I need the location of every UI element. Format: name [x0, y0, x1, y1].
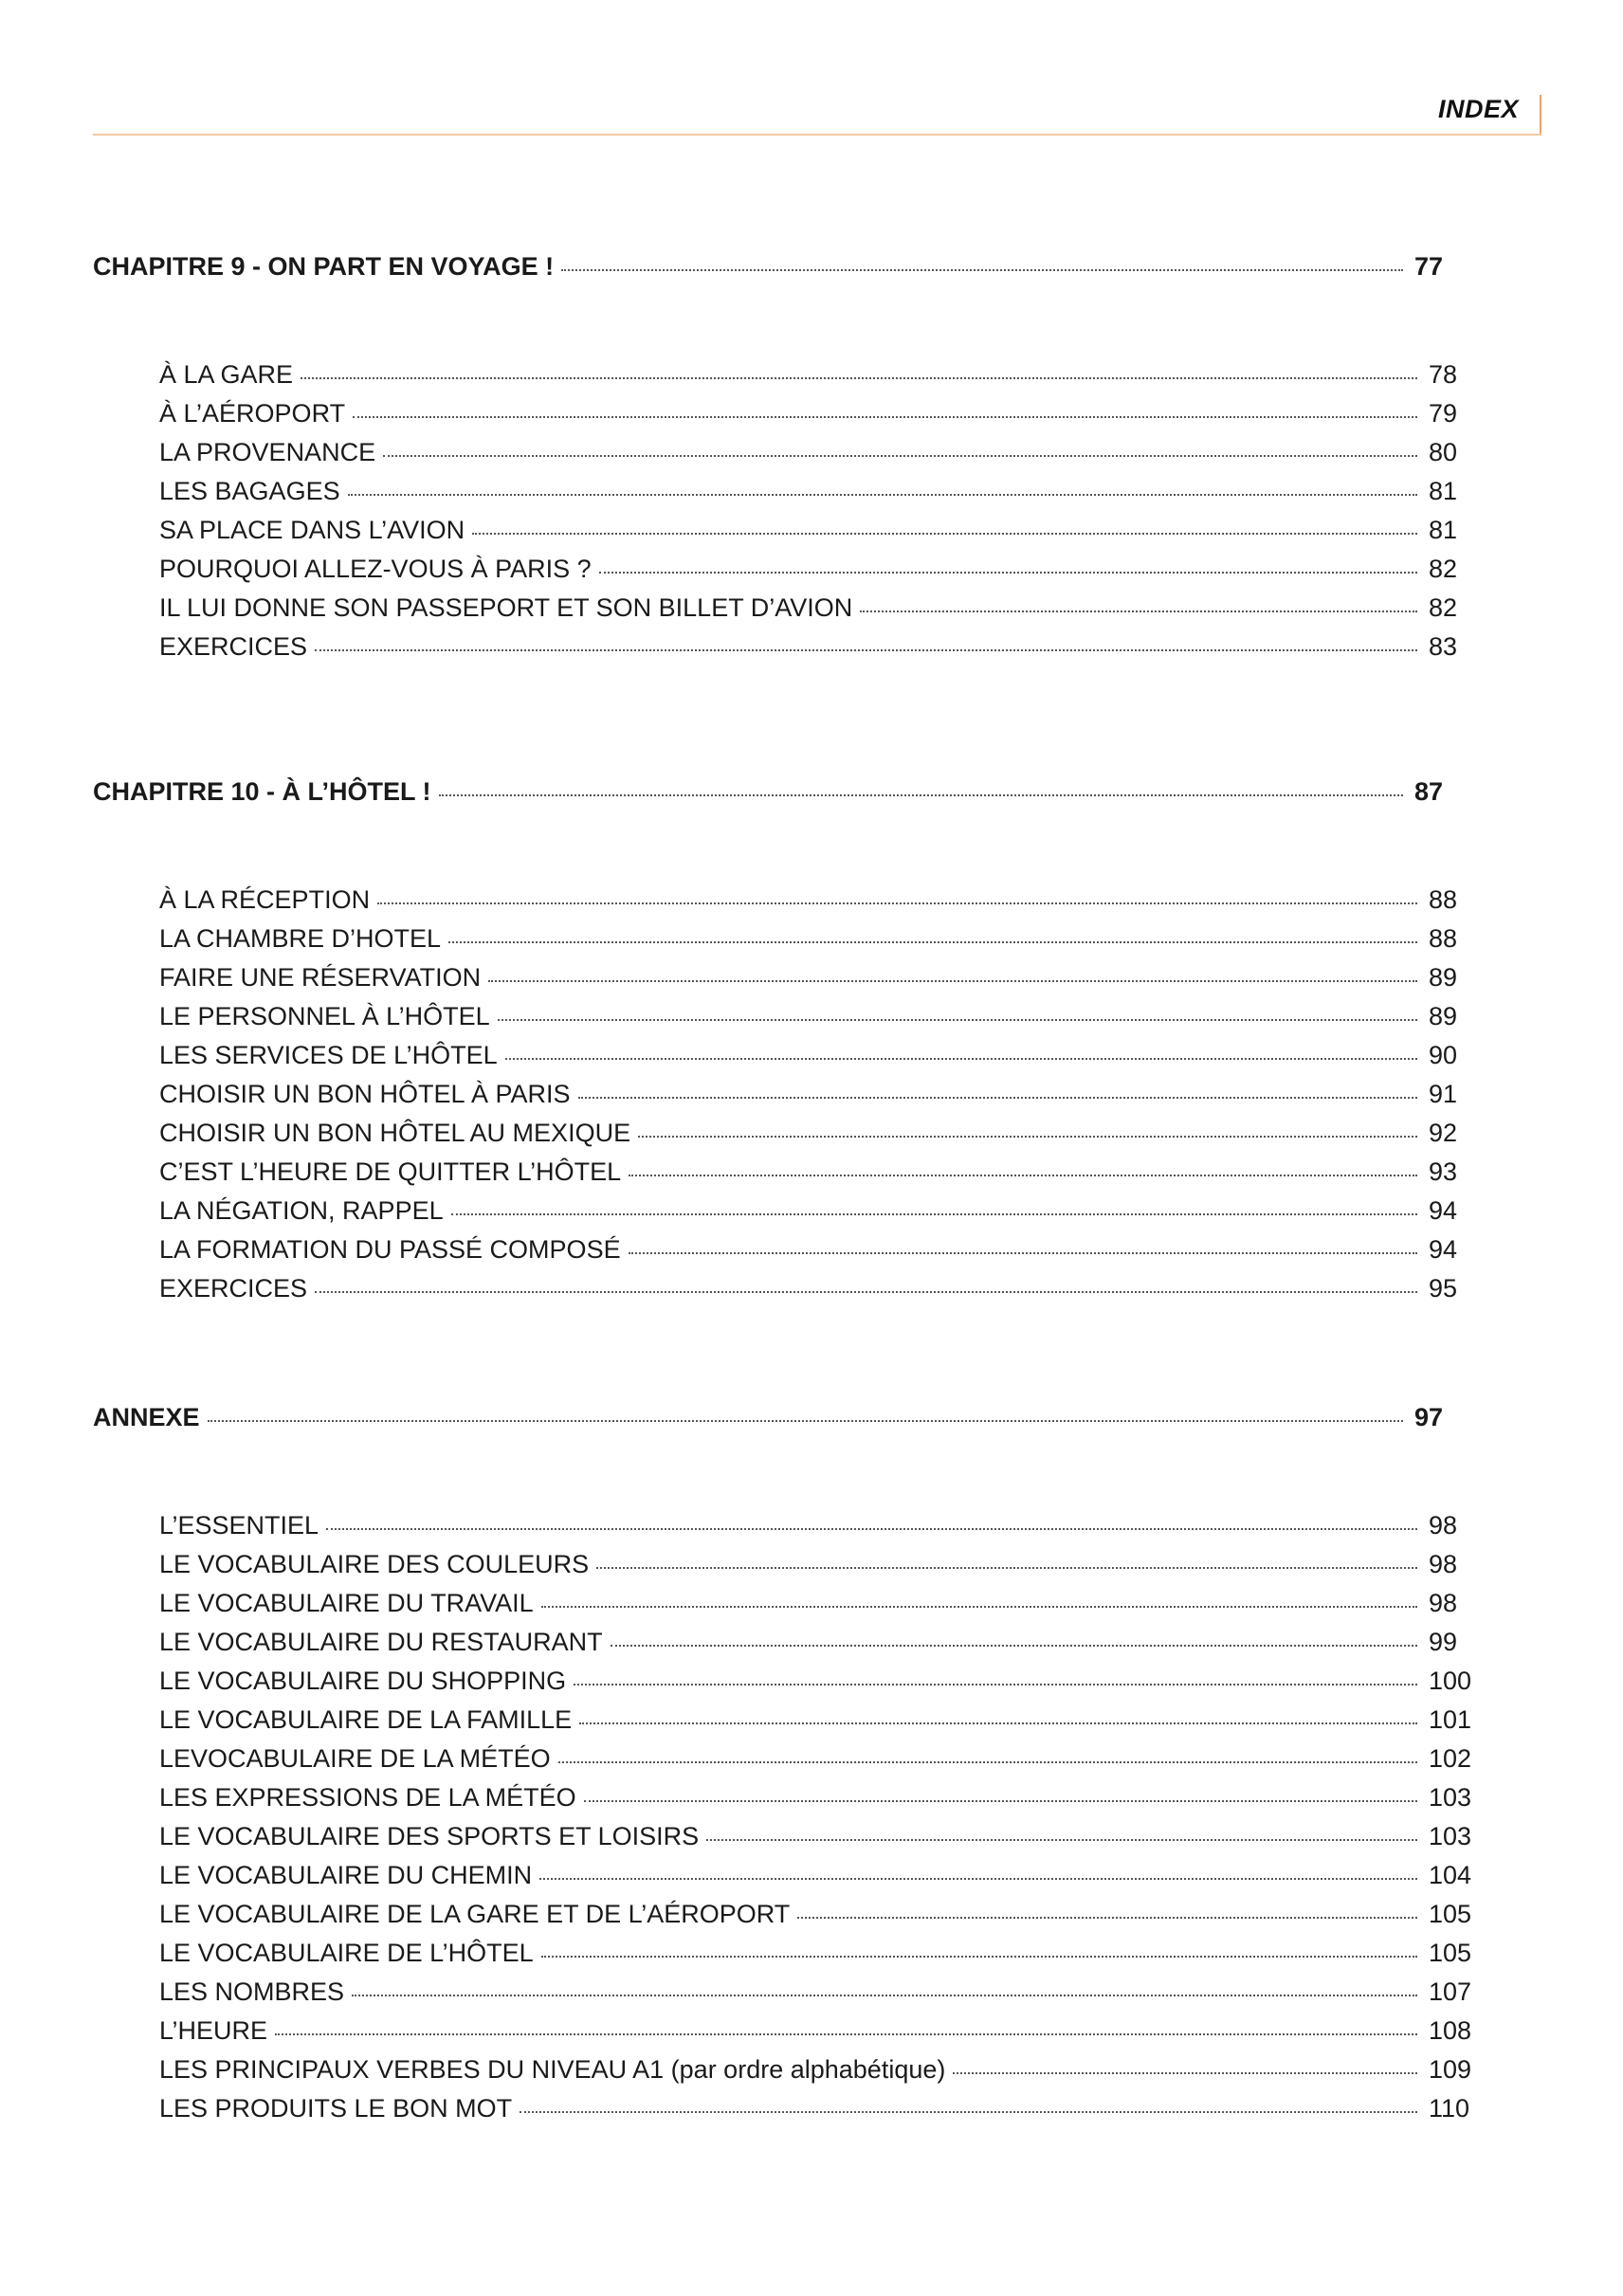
toc-entry[interactable] [159, 1900, 1474, 1929]
toc-entry[interactable] [159, 963, 1474, 993]
entry-page-number: 110 [1429, 2094, 1470, 2123]
entry-page-number: 80 [1429, 438, 1458, 466]
entry-page-number: 79 [1429, 399, 1458, 428]
entry-page-number: 95 [1429, 1274, 1458, 1303]
dot-leader [353, 416, 1417, 418]
entry-label: CHOISIR UN BON HÔTEL À PARIS [159, 1080, 571, 1108]
chapter-page-number: 87 [1414, 777, 1444, 806]
toc-entry[interactable] [159, 1744, 1474, 1774]
dot-leader [451, 1213, 1417, 1215]
toc-entry[interactable] [159, 632, 1474, 662]
entry-page-number: 89 [1429, 1002, 1458, 1030]
entry-page-number: 94 [1429, 1196, 1458, 1225]
dot-leader [439, 794, 1403, 796]
chapter-title: CHAPITRE 10 - À L’HÔTEL ! [93, 777, 431, 806]
entry-label: LE VOCABULAIRE DU CHEMIN [159, 1861, 533, 1889]
toc-entry[interactable] [159, 2016, 1474, 2046]
entry-label: À LA RÉCEPTION [159, 885, 371, 914]
toc-entry[interactable] [159, 1628, 1474, 1657]
dot-leader [488, 980, 1417, 982]
dot-leader [275, 2033, 1417, 2035]
entry-page-number: 82 [1429, 555, 1458, 583]
entry-label: LEVOCABULAIRE DE LA MÉTÉO [159, 1744, 551, 1773]
entry-label: LE VOCABULAIRE DES COULEURS [159, 1550, 590, 1578]
entry-label: L’HEURE [159, 2016, 268, 2045]
dot-leader [505, 1058, 1417, 1060]
toc-entry[interactable] [159, 1939, 1474, 1968]
dot-leader [629, 1252, 1417, 1254]
entry-page-number: 88 [1429, 924, 1458, 953]
toc-entry[interactable] [159, 2055, 1474, 2085]
entry-label: L’ESSENTIEL [159, 1511, 319, 1540]
dot-leader [558, 1761, 1417, 1763]
dot-leader [539, 1878, 1417, 1880]
entry-label: LE VOCABULAIRE DES SPORTS ET LOISIRS [159, 1822, 700, 1850]
entry-page-number: 78 [1429, 360, 1458, 389]
entry-label: IL LUI DONNE SON PASSEPORT ET SON BILLET D’AVION [159, 593, 853, 622]
header-accent-bar [1540, 95, 1541, 135]
dot-leader [383, 455, 1417, 457]
dot-leader [326, 1528, 1417, 1530]
dot-leader [315, 1291, 1417, 1293]
entry-page-number: 99 [1429, 1628, 1458, 1656]
entry-label: EXERCICES [159, 632, 308, 661]
entry-label: LE VOCABULAIRE DE LA FAMILLE [159, 1705, 573, 1734]
toc-entry[interactable] [159, 1705, 1474, 1735]
dot-leader [797, 1917, 1417, 1919]
toc-entry[interactable] [159, 2094, 1474, 2123]
entry-page-number: 94 [1429, 1235, 1458, 1264]
entry-page-number: 81 [1429, 477, 1458, 505]
entry-label: SA PLACE DANS L’AVION [159, 516, 465, 544]
entry-label: LA CHAMBRE D’HOTEL [159, 924, 442, 953]
entry-label: LES NOMBRES [159, 1977, 345, 2006]
entry-page-number: 83 [1429, 632, 1458, 661]
entry-label: À L’AÉROPORT [159, 399, 346, 428]
dot-leader [377, 902, 1417, 904]
toc-entry[interactable] [159, 924, 1474, 954]
dot-leader [561, 269, 1403, 271]
toc-entry[interactable] [159, 1589, 1474, 1618]
dot-leader [472, 533, 1417, 535]
chapter-title: ANNEXE [93, 1403, 200, 1431]
toc-entry[interactable] [159, 1667, 1474, 1696]
toc-entry[interactable] [159, 360, 1474, 390]
toc-entry[interactable] [159, 1157, 1474, 1187]
toc-entry[interactable] [159, 1511, 1474, 1540]
entry-page-number: 103 [1429, 1822, 1472, 1850]
entry-page-number: 105 [1429, 1900, 1472, 1928]
dot-leader [706, 1839, 1417, 1841]
toc-entry[interactable] [159, 1783, 1474, 1813]
dot-leader [208, 1420, 1403, 1422]
entry-label: LE PERSONNEL À L’HÔTEL [159, 1002, 490, 1030]
entry-page-number: 102 [1429, 1744, 1472, 1773]
entry-page-number: 82 [1429, 593, 1458, 622]
toc-entry[interactable] [159, 438, 1474, 467]
entry-label: LE VOCABULAIRE DE LA GARE ET DE L’AÉROPORT [159, 1900, 791, 1928]
entry-label: POURQUOI ALLEZ-VOUS À PARIS ? [159, 555, 592, 583]
entry-label: À LA GARE [159, 360, 294, 389]
dot-leader [348, 494, 1417, 496]
chapter-title: CHAPITRE 9 - ON PART EN VOYAGE ! [93, 252, 555, 281]
toc-chapter-heading[interactable] [93, 252, 1460, 282]
entry-label: LA NÉGATION, RAPPEL [159, 1196, 444, 1225]
entry-label: C’EST L’HEURE DE QUITTER L’HÔTEL [159, 1157, 622, 1186]
toc-entry[interactable] [159, 1977, 1474, 2007]
page-header-title: INDEX [1437, 95, 1519, 123]
toc-chapter-heading[interactable] [93, 1403, 1460, 1432]
entry-label: LA FORMATION DU PASSÉ COMPOSÉ [159, 1235, 621, 1264]
entry-page-number: 98 [1429, 1511, 1458, 1540]
entry-label: LES BAGAGES [159, 477, 340, 505]
dot-leader [315, 649, 1417, 651]
entry-page-number: 98 [1429, 1589, 1458, 1617]
dot-leader [301, 377, 1417, 379]
entry-page-number: 92 [1429, 1119, 1458, 1147]
toc-entry[interactable] [159, 1235, 1474, 1265]
dot-leader [860, 610, 1417, 612]
entry-label: LE VOCABULAIRE DU RESTAURANT [159, 1628, 603, 1656]
toc-entry[interactable] [159, 477, 1474, 506]
toc-entry[interactable] [159, 1196, 1474, 1226]
toc-entry[interactable] [159, 885, 1474, 915]
entry-page-number: 108 [1429, 2016, 1472, 2045]
toc-chapter-heading[interactable] [93, 777, 1460, 807]
toc-entry[interactable] [159, 1274, 1474, 1303]
header-divider [93, 134, 1541, 136]
entry-page-number: 91 [1429, 1080, 1458, 1108]
toc-entry[interactable] [159, 593, 1474, 623]
entry-label: EXERCICES [159, 1274, 308, 1303]
entry-page-number: 90 [1429, 1041, 1458, 1069]
chapter-page-number: 77 [1414, 252, 1444, 281]
dot-leader [578, 1097, 1417, 1099]
entry-page-number: 107 [1429, 1977, 1472, 2006]
entry-page-number: 105 [1429, 1939, 1472, 1967]
toc-entry[interactable] [159, 1861, 1474, 1890]
dot-leader [629, 1175, 1417, 1176]
entry-page-number: 101 [1429, 1705, 1472, 1734]
entry-label: LES PRINCIPAUX VERBES DU NIVEAU A1 (par ordre alphabétique) [159, 2055, 946, 2084]
toc-entry[interactable] [159, 516, 1474, 545]
dot-leader [498, 1019, 1417, 1021]
dot-leader [584, 1800, 1417, 1802]
toc-entry[interactable] [159, 1119, 1474, 1148]
dot-leader [599, 572, 1417, 574]
entry-page-number: 109 [1429, 2055, 1472, 2084]
dot-leader [352, 1995, 1417, 1996]
entry-page-number: 93 [1429, 1157, 1458, 1186]
entry-label: CHOISIR UN BON HÔTEL AU MEXIQUE [159, 1119, 631, 1147]
dot-leader [448, 941, 1417, 943]
toc-entry[interactable] [159, 1002, 1474, 1031]
entry-label: LE VOCABULAIRE DU TRAVAIL [159, 1589, 534, 1617]
dot-leader [638, 1136, 1417, 1138]
entry-label: LE VOCABULAIRE DE L’HÔTEL [159, 1939, 534, 1967]
dot-leader [579, 1722, 1417, 1724]
entry-page-number: 98 [1429, 1550, 1458, 1578]
dot-leader [541, 1956, 1417, 1958]
entry-label: LE VOCABULAIRE DU SHOPPING [159, 1667, 567, 1695]
dot-leader [574, 1684, 1417, 1686]
toc-entry[interactable] [159, 1041, 1474, 1070]
chapter-page-number: 97 [1414, 1403, 1444, 1431]
dot-leader [541, 1606, 1417, 1608]
entry-page-number: 88 [1429, 885, 1458, 914]
entry-page-number: 89 [1429, 963, 1458, 992]
dot-leader [953, 2072, 1417, 2074]
entry-page-number: 81 [1429, 516, 1458, 544]
entry-label: LES SERVICES DE L’HÔTEL [159, 1041, 498, 1069]
toc-entry[interactable] [159, 1080, 1474, 1109]
entry-label: LES EXPRESSIONS DE LA MÉTÉO [159, 1783, 576, 1812]
toc-entry[interactable] [159, 555, 1474, 584]
toc-entry[interactable] [159, 1550, 1474, 1579]
dot-leader [520, 2111, 1417, 2113]
dot-leader [611, 1645, 1417, 1647]
entry-page-number: 100 [1429, 1667, 1472, 1695]
dot-leader [596, 1567, 1417, 1569]
toc-entry[interactable] [159, 1822, 1474, 1851]
entry-page-number: 103 [1429, 1783, 1472, 1812]
toc-entry[interactable] [159, 399, 1474, 428]
entry-page-number: 104 [1429, 1861, 1472, 1889]
entry-label: LA PROVENANCE [159, 438, 376, 466]
entry-label: LES PRODUITS LE BON MOT [159, 2094, 513, 2123]
entry-label: FAIRE UNE RÉSERVATION [159, 963, 482, 992]
